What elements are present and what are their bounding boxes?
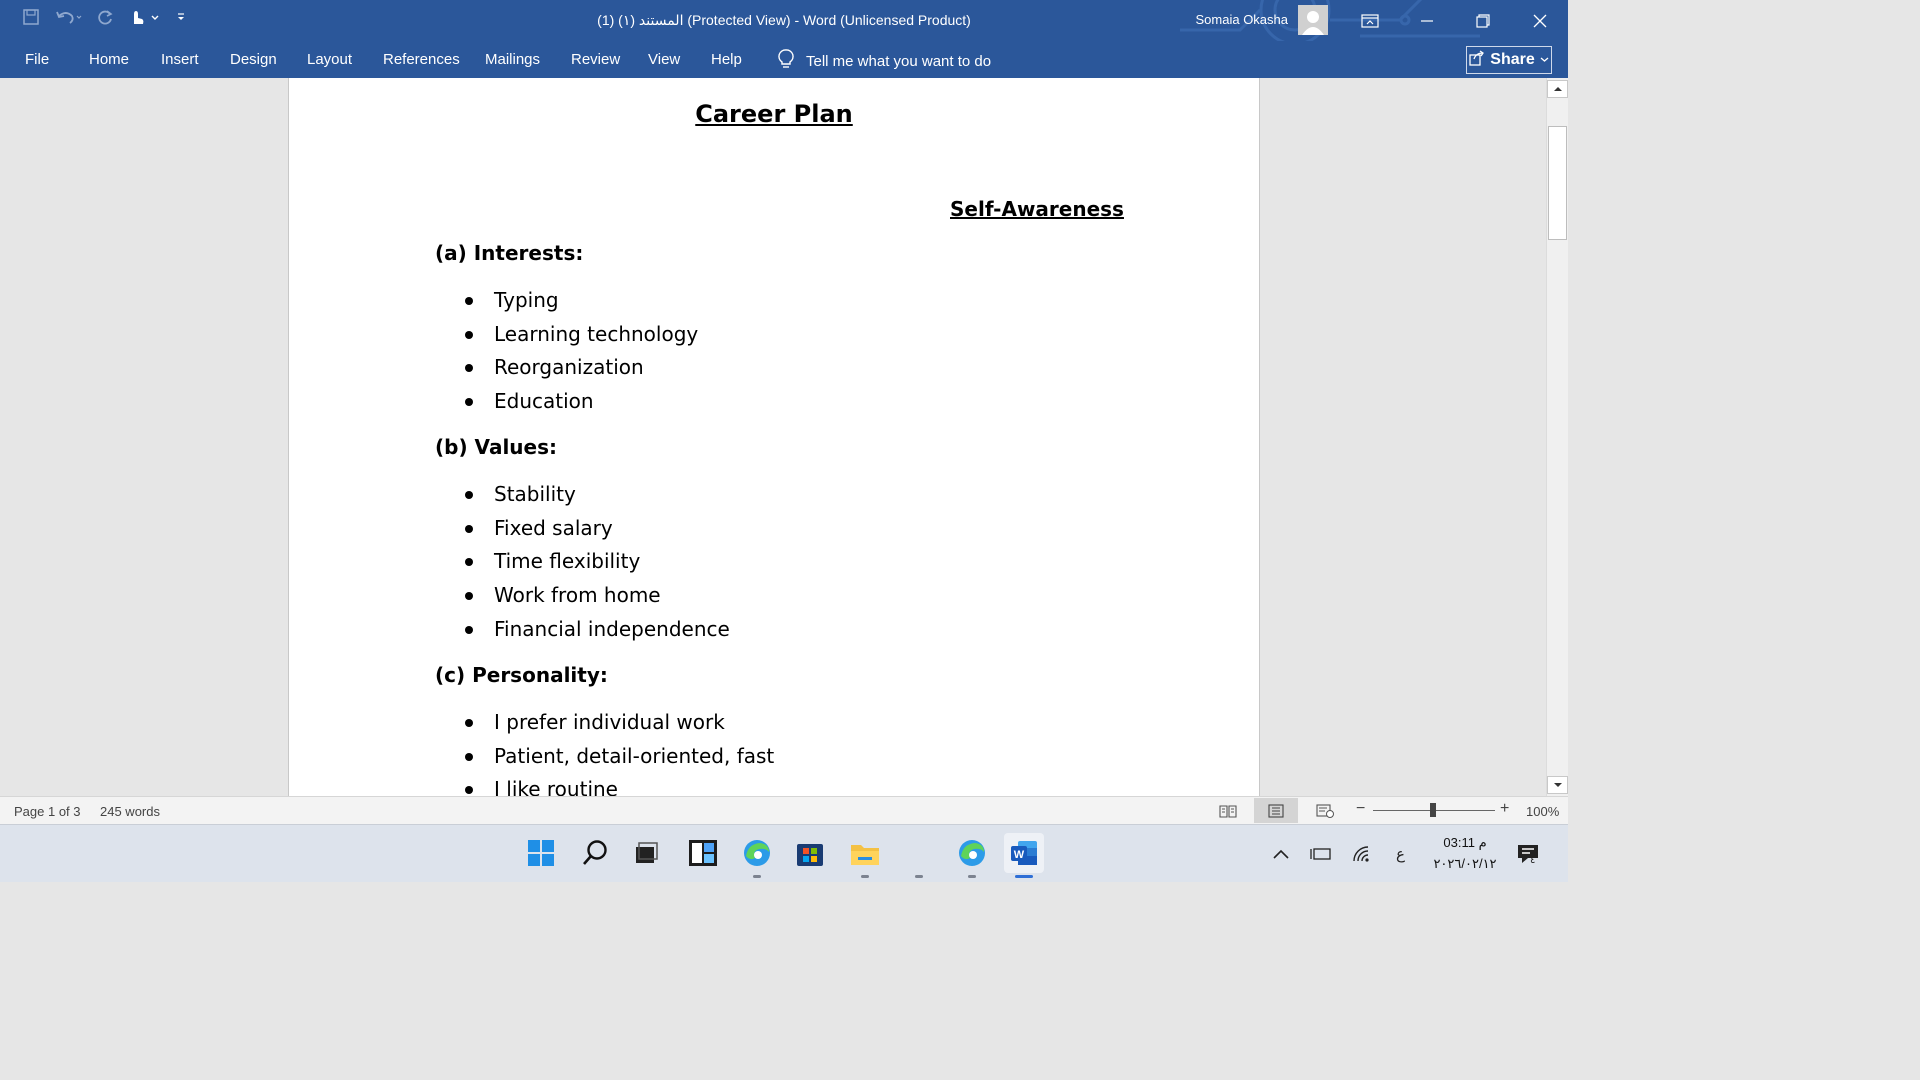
document-canvas	[0, 78, 1546, 796]
clock[interactable]	[1420, 832, 1510, 874]
svg-text:W: W	[1013, 849, 1025, 861]
list-item: I like routine	[463, 773, 774, 796]
list-item: Fixed salary	[463, 512, 730, 546]
list-item: Typing	[463, 284, 698, 318]
word-count[interactable]: 245 words	[100, 804, 160, 819]
tab-insert[interactable]: Insert	[161, 51, 199, 68]
scrollbar-thumb[interactable]	[1548, 126, 1567, 240]
taskbar	[0, 824, 1568, 882]
tab-layout[interactable]: Layout	[307, 51, 353, 68]
list-item: Time flexibility	[463, 545, 730, 579]
customize-icon[interactable]	[176, 8, 186, 26]
ribbon-display-icon[interactable]	[1342, 0, 1398, 41]
explorer-running-indicator	[861, 875, 869, 878]
list-item: I prefer individual work	[463, 706, 774, 740]
tab-home[interactable]: Home	[89, 51, 130, 68]
web-layout-icon[interactable]	[1303, 798, 1347, 823]
tab-mailings[interactable]: Mailings	[485, 51, 541, 68]
list-item: Stability	[463, 478, 730, 512]
clock-time: 03:11 م	[1443, 835, 1487, 850]
zoom-slider-thumb[interactable]	[1430, 803, 1436, 817]
windows-start-icon[interactable]	[521, 833, 561, 873]
list-item: Patient, detail-oriented, fast	[463, 740, 774, 774]
document-title: Career Plan	[695, 100, 853, 128]
section-heading-values: (b) Values:	[435, 435, 558, 459]
section-heading-personality: (c) Personality:	[435, 663, 608, 687]
list-item: Education	[463, 385, 698, 419]
vertical-scrollbar[interactable]	[1546, 78, 1568, 796]
share-button[interactable]	[1466, 46, 1552, 74]
tab-file[interactable]: File	[25, 51, 50, 68]
tab-design[interactable]: Design	[230, 51, 277, 68]
print-layout-icon[interactable]	[1254, 798, 1298, 823]
quick-access-toolbar	[22, 8, 186, 26]
edge-running-indicator	[753, 875, 761, 878]
section-subtitle: Self-Awareness	[950, 197, 1124, 221]
edge-running-indicator	[968, 875, 976, 878]
avatar[interactable]	[1298, 5, 1328, 35]
store-icon[interactable]	[790, 833, 830, 873]
ribbon-tabs	[0, 41, 1568, 78]
minimize-icon[interactable]	[1399, 0, 1455, 41]
device-icon[interactable]	[1310, 825, 1332, 883]
tab-view[interactable]: View	[648, 51, 681, 68]
task-view-icon[interactable]	[626, 833, 666, 873]
list-item: Financial independence	[463, 613, 730, 647]
list-item: Work from home	[463, 579, 730, 613]
user-name[interactable]: Somaia Okasha	[1195, 12, 1288, 27]
touch-mode-icon[interactable]	[128, 8, 162, 26]
list-item: Reorganization	[463, 351, 698, 385]
zoom-in-icon[interactable]: +	[1500, 800, 1510, 817]
scroll-down-icon[interactable]	[1547, 776, 1568, 794]
chevron-down-icon	[1540, 51, 1549, 69]
scroll-up-icon[interactable]	[1547, 80, 1568, 98]
share-icon	[1469, 50, 1485, 71]
zoom-out-icon[interactable]: −	[1356, 800, 1366, 817]
read-mode-icon[interactable]	[1206, 798, 1250, 823]
app-running-indicator	[915, 875, 923, 878]
notification-badge: ٤	[1530, 855, 1536, 866]
undo-icon[interactable]	[54, 8, 82, 26]
page-count[interactable]: Page 1 of 3	[14, 804, 81, 819]
word-running-indicator	[1015, 875, 1033, 878]
personality-list	[463, 706, 774, 796]
title-bar	[0, 0, 1568, 41]
lightbulb-icon	[776, 48, 796, 74]
tab-review[interactable]: Review	[571, 51, 621, 68]
notification-icon[interactable]	[1516, 825, 1540, 883]
section-heading-interests: (a) Interests:	[435, 241, 584, 265]
wifi-icon[interactable]	[1352, 825, 1372, 883]
search-icon[interactable]	[575, 833, 615, 873]
edge-icon[interactable]	[737, 833, 777, 873]
list-item: Learning technology	[463, 318, 698, 352]
redo-icon[interactable]	[96, 8, 114, 26]
tell-me-box[interactable]	[776, 48, 991, 74]
restore-icon[interactable]	[1455, 0, 1511, 41]
interests-list	[463, 284, 698, 419]
zoom-level[interactable]: 100%	[1526, 804, 1560, 819]
chevron-up-icon[interactable]	[1272, 825, 1290, 883]
save-icon[interactable]	[22, 8, 40, 26]
window-title: المستند (١) (1) (Protected View) - Word (Unlicensed Product)	[597, 12, 971, 28]
tab-help[interactable]: Help	[711, 51, 742, 68]
close-icon[interactable]	[1512, 0, 1568, 41]
file-explorer-icon[interactable]	[845, 833, 885, 873]
edge-icon[interactable]	[952, 833, 992, 873]
status-bar	[0, 796, 1568, 824]
share-label: Share	[1490, 51, 1535, 68]
clock-date: ٢٠٢٦/٠٢/١٢	[1433, 856, 1497, 871]
tab-references[interactable]: References	[383, 51, 460, 68]
tell-me-label: Tell me what you want to do	[806, 52, 992, 70]
widgets-icon[interactable]	[683, 833, 723, 873]
word-icon[interactable]	[1004, 833, 1044, 873]
input-language[interactable]: ع	[1396, 846, 1405, 863]
document-page[interactable]	[288, 78, 1260, 796]
values-list	[463, 478, 730, 646]
